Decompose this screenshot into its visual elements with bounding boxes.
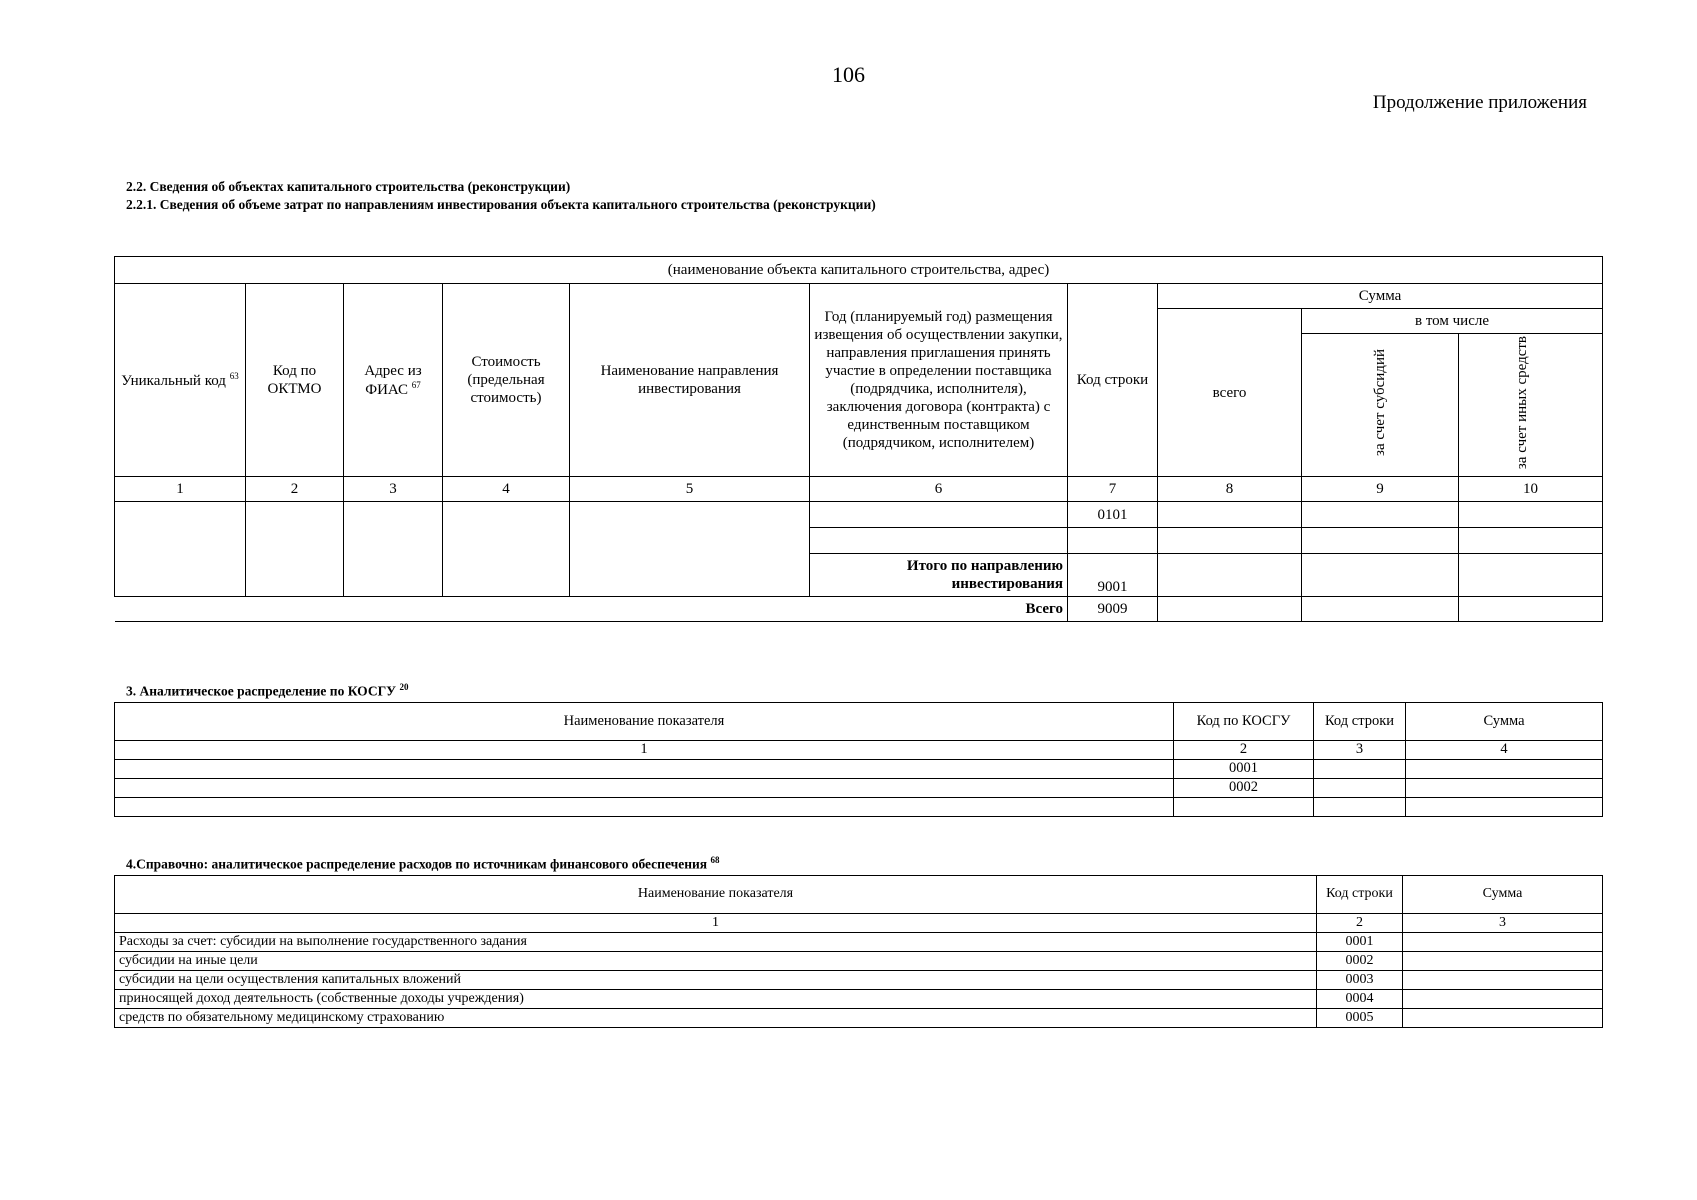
cell-oktmo [246,502,344,597]
cell-row-code [1314,760,1406,779]
section-2-2-title: 2.2. Сведения об объектах капитального строительства (реконструкции) [126,179,571,194]
cell-indicator [115,760,1174,779]
cell-sum [1406,798,1603,817]
grand-total-code: 9009 [1068,597,1158,622]
col-number: 1 [115,914,1317,933]
col-number: 2 [246,477,344,502]
cell-sum [1406,760,1603,779]
col-number: 7 [1068,477,1158,502]
header-row-code: Код строки [1068,284,1158,477]
cell-sum [1406,779,1603,798]
capital-construction-table [114,256,1603,622]
column-numbers-row [115,914,1603,933]
col-number: 9 [1302,477,1459,502]
grand-total-label: Всего [115,597,1068,622]
cell-indicator [115,779,1174,798]
row-code-cell [1068,528,1158,554]
cell-row-code: 0004 [1317,990,1403,1009]
col-number: 1 [115,477,246,502]
col-number: 3 [344,477,443,502]
cell-kosgu [1174,798,1314,817]
object-caption: (наименование объекта капитального строительства, адрес) [115,257,1603,284]
header-sum: Сумма [1406,703,1603,741]
section-4-title: 4.Справочно: аналитическое распределение расходов по источникам финансового обеспечения $^{68}$ [126,855,720,872]
cell-indicator: Расходы за счет: субсидии на выполнение государственного задания [115,933,1317,952]
cell-sum [1403,990,1603,1009]
col-number: 8 [1158,477,1302,502]
header-indicator-name: Наименование показателя [115,876,1317,914]
column-numbers-row [115,477,1603,502]
cell-sum [1403,1009,1603,1028]
column-numbers-row [115,741,1603,760]
cell-row-code [1314,798,1406,817]
col-number: 2 [1174,741,1314,760]
header-unique-code: Уникальный код $^{63}$ [115,284,246,477]
cell-row-code: 0003 [1317,971,1403,990]
cell-indicator: приносящей доход деятельность (собственные доходы учреждения) [115,990,1317,1009]
page-number: 106 [832,62,865,87]
col-number: 2 [1317,914,1403,933]
continuation-note: Продолжение приложения [1372,92,1587,113]
table-row [115,760,1603,779]
col-number: 3 [1314,741,1406,760]
cell-other-funds [1459,528,1603,554]
col-number: 10 [1459,477,1603,502]
cell-sum [1403,933,1603,952]
cell-subsidies [1302,554,1459,597]
table-row [115,952,1603,971]
cell-row-code: 0002 [1317,952,1403,971]
cell-direction [570,502,810,597]
subtotal-code: 9001 [1068,554,1158,597]
cell-other-funds [1459,502,1603,528]
header-kosgu: Код по КОСГУ [1174,703,1314,741]
table-row [115,933,1603,952]
col-number: 4 [443,477,570,502]
cell-total [1158,554,1302,597]
header-including: в том числе [1302,309,1603,334]
cell-cost [443,502,570,597]
table-row [115,971,1603,990]
cell-subsidies [1302,597,1459,622]
cell-unique-code [115,502,246,597]
subtotal-label: Итого по направлению инвестирования [810,554,1068,597]
cell-year [810,528,1068,554]
cell-indicator [115,798,1174,817]
cell-kosgu: 0002 [1174,779,1314,798]
header-subsidies: за счет субсидий [1302,334,1459,477]
row-code-cell: 0101 [1068,502,1158,528]
header-fias: Адрес из ФИАС $^{67}$ [344,284,443,477]
table-row [115,502,1603,528]
cell-kosgu: 0001 [1174,760,1314,779]
header-row-code: Код строки [1317,876,1403,914]
cell-fias [344,502,443,597]
col-number: 4 [1406,741,1603,760]
kosgu-table [114,702,1603,817]
table-row [115,779,1603,798]
cell-sum [1403,952,1603,971]
header-cost: Стоимость (предельная стоимость) [443,284,570,477]
header-direction: Наименование направления инвестирования [570,284,810,477]
header-year: Год (планируемый год) размещения извещения об осуществлении закупки, направления приглашения принять участие в определении поставщика (подрядчика, исполнителя), заключения договора (контракта) с единственным поставщиком (подрядчиком, исполнителем) [810,284,1068,477]
col-number: 1 [115,741,1174,760]
col-number: 6 [810,477,1068,502]
header-oktmo: Код по ОКТМО [246,284,344,477]
header-indicator-name: Наименование показателя [115,703,1174,741]
cell-total [1158,502,1302,528]
cell-year [810,502,1068,528]
cell-subsidies [1302,528,1459,554]
cell-total [1158,528,1302,554]
table-row [115,798,1603,817]
cell-row-code: 0001 [1317,933,1403,952]
cell-other-funds [1459,597,1603,622]
cell-indicator: средств по обязательному медицинскому страхованию [115,1009,1317,1028]
section-3-title: 3. Аналитическое распределение по КОСГУ $^{20}$ [126,682,409,699]
cell-total [1158,597,1302,622]
cell-sum [1403,971,1603,990]
header-sum: Сумма [1158,284,1603,309]
table-row [115,990,1603,1009]
table-row [115,1009,1603,1028]
header-row-code: Код строки [1314,703,1406,741]
grand-total-row [115,597,1603,622]
col-number: 3 [1403,914,1603,933]
cell-row-code [1314,779,1406,798]
funding-sources-table [114,875,1603,1028]
col-number: 5 [570,477,810,502]
cell-subsidies [1302,502,1459,528]
header-total: всего [1158,309,1302,477]
header-other-funds: за счет иных средств [1459,334,1603,477]
cell-row-code: 0005 [1317,1009,1403,1028]
cell-indicator: субсидии на иные цели [115,952,1317,971]
header-sum: Сумма [1403,876,1603,914]
section-2-2-1-title: 2.2.1. Сведения об объеме затрат по направлениям инвестирования объекта капитального строительства (реконструкции) [126,197,876,212]
cell-other-funds [1459,554,1603,597]
cell-indicator: субсидии на цели осуществления капитальных вложений [115,971,1317,990]
